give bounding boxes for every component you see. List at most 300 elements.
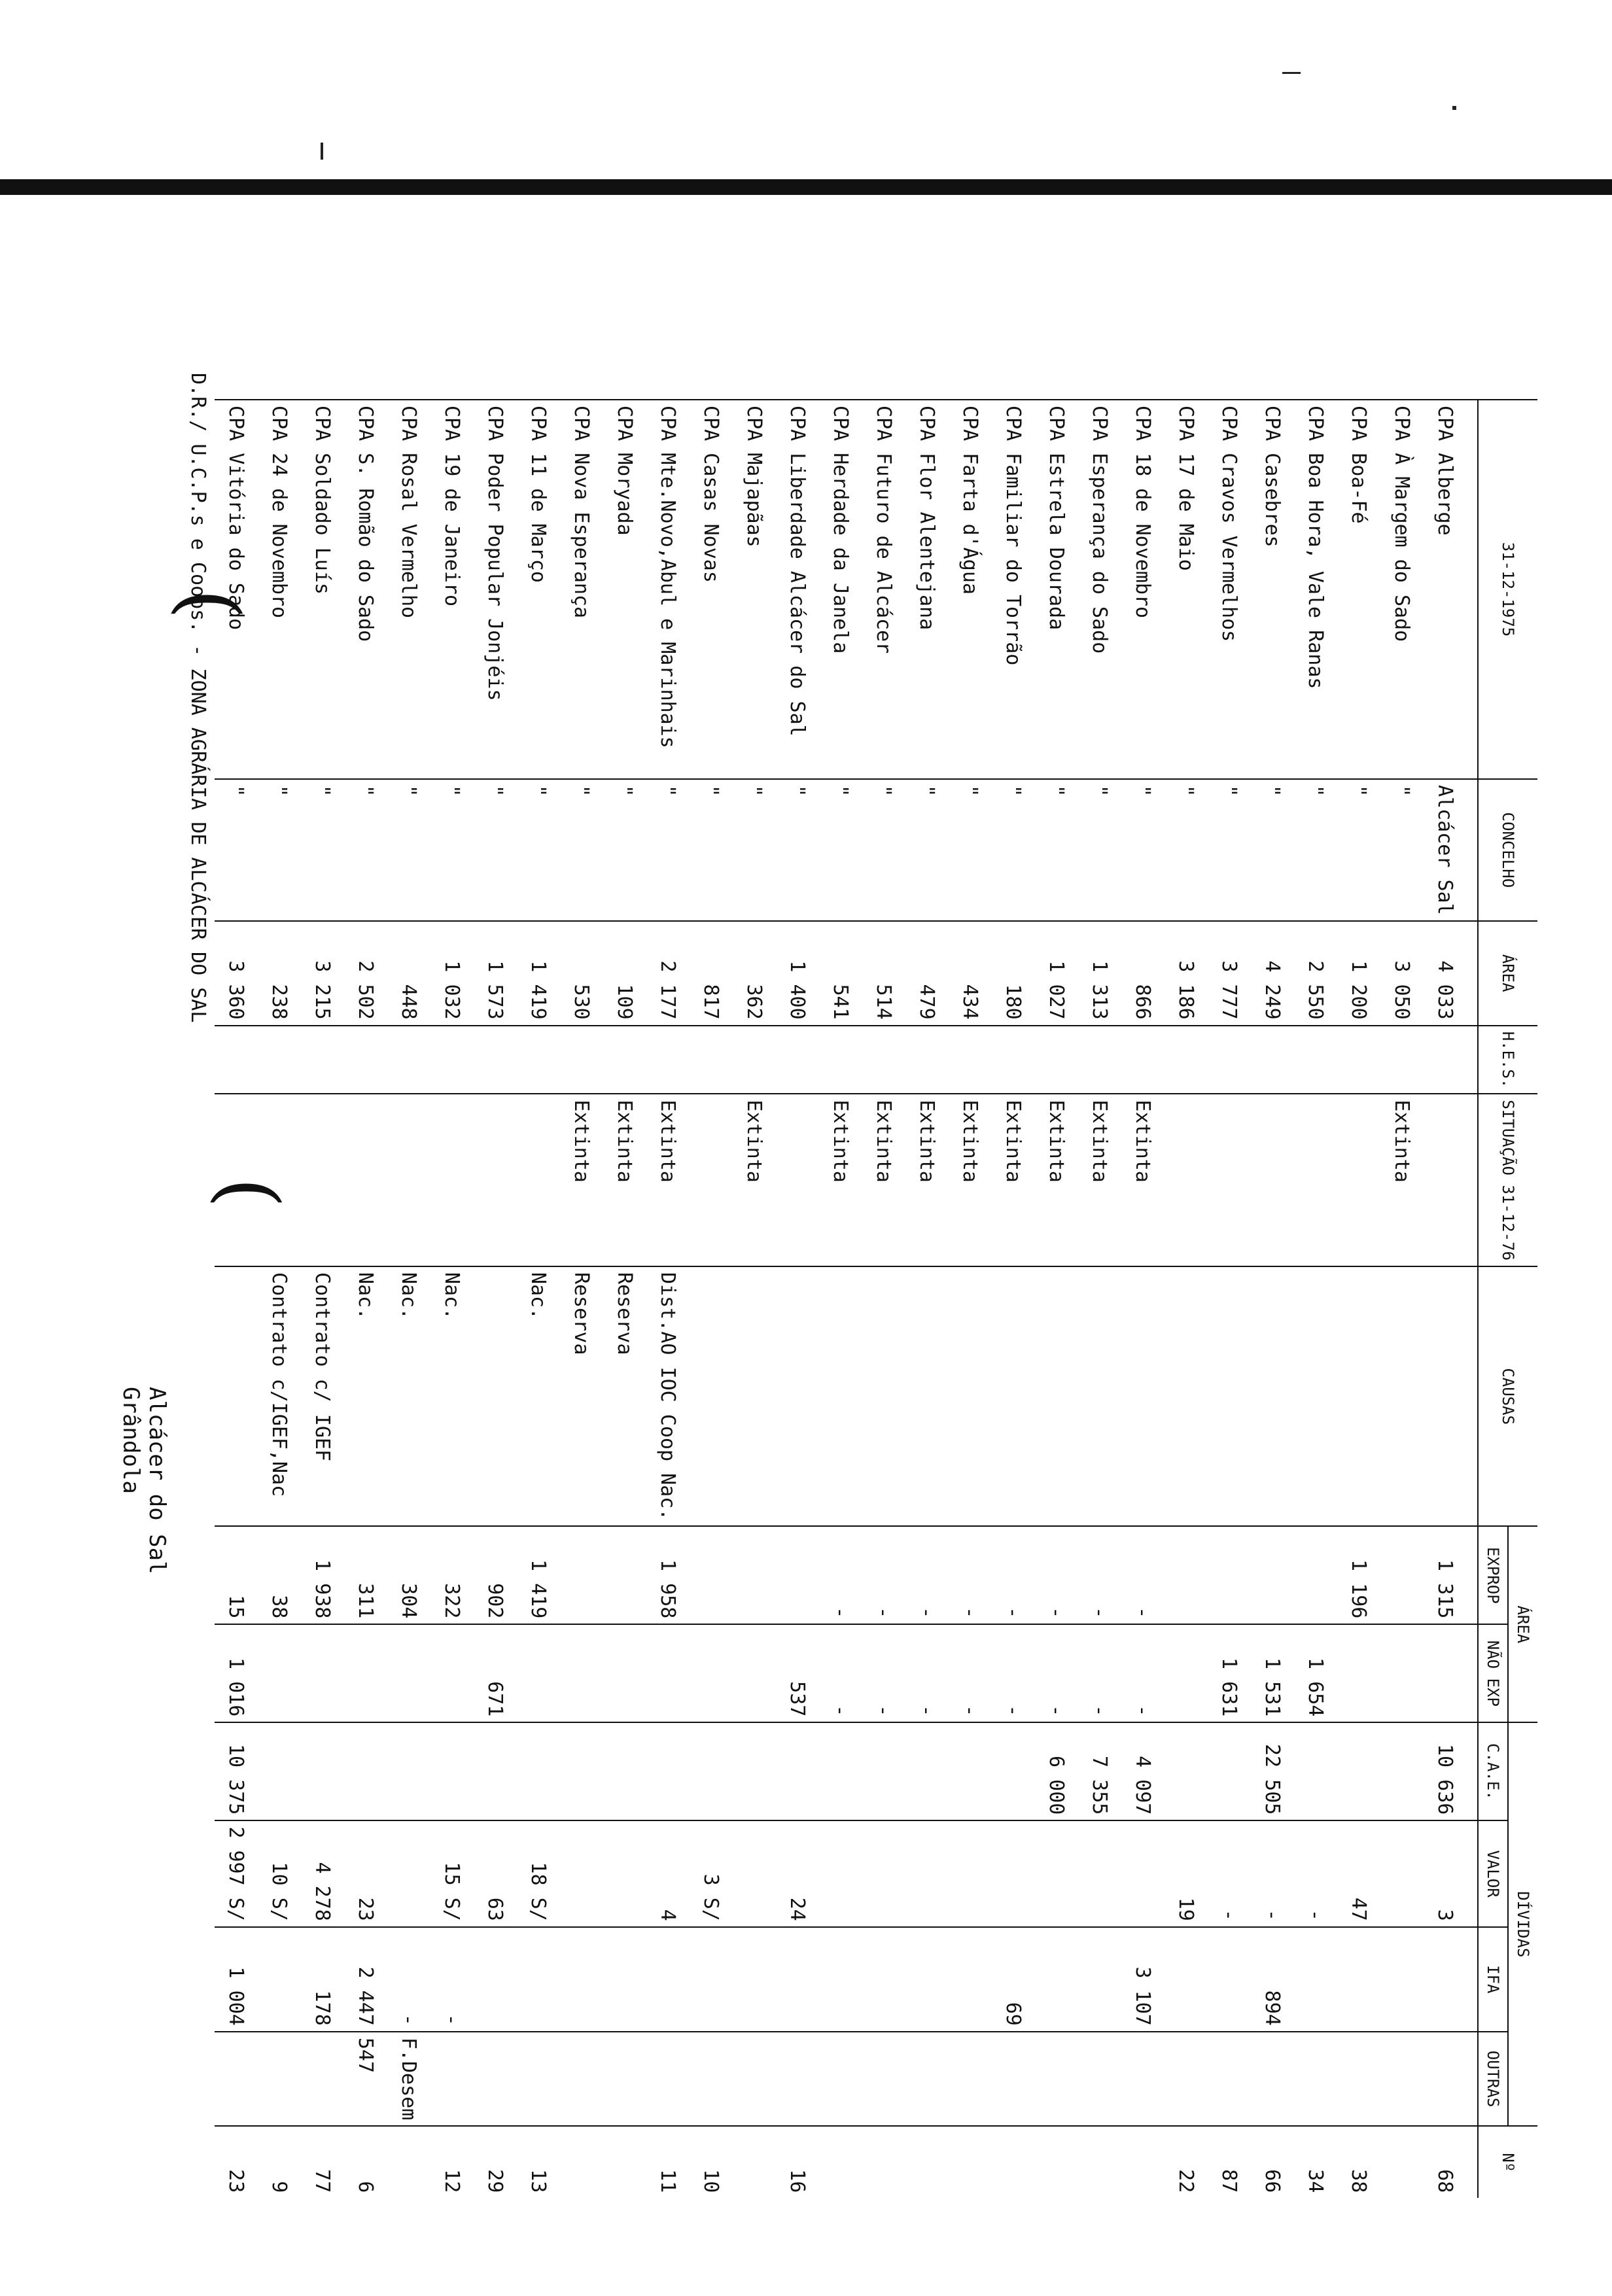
- cell-hs: [1078, 1026, 1121, 1094]
- cell-naoexp: [1424, 1624, 1478, 1722]
- cell-situacao: Extinta: [1035, 1094, 1078, 1266]
- cell-n: 29: [474, 2126, 517, 2198]
- cell-situacao: [1294, 1094, 1337, 1266]
- cell-outras: [258, 2032, 301, 2126]
- cell-cae: [905, 1722, 949, 1820]
- cell-cae: [1380, 1722, 1424, 1820]
- table-row: [819, 400, 862, 2198]
- cell-n: [387, 2126, 430, 2198]
- cell-causas: [776, 1266, 819, 1526]
- cell-valor: 15 S/: [430, 1820, 474, 1927]
- cell-area: 1 419: [517, 921, 560, 1026]
- cell-exprop: 1 958: [646, 1526, 690, 1624]
- cell-outras: [1078, 2032, 1121, 2126]
- cell-hs: [258, 1026, 301, 1094]
- cell-hs: [1380, 1026, 1424, 1094]
- cell-concelho: ": [560, 779, 603, 921]
- cell-exprop: -: [862, 1526, 905, 1624]
- col-outras-header: OUTRAS: [1478, 2032, 1508, 2126]
- cell-area: 514: [862, 921, 905, 1026]
- cell-name: CPA Boa-Fé: [1337, 400, 1380, 779]
- table-row: [992, 400, 1035, 2198]
- cell-naoexp: -: [1121, 1624, 1165, 1722]
- cell-valor: [1380, 1820, 1424, 1927]
- cell-hs: [733, 1026, 776, 1094]
- cell-hs: [430, 1026, 474, 1094]
- cell-ifa: [690, 1927, 733, 2032]
- cell-exprop: 322: [430, 1526, 474, 1624]
- cell-outras: [992, 2032, 1035, 2126]
- cell-name: CPA Boa Hora, Vale Ranas: [1294, 400, 1337, 779]
- table-row: [603, 400, 646, 2198]
- cell-causas: Nac.: [344, 1266, 387, 1526]
- cell-outras: [215, 2032, 258, 2126]
- table-row: [733, 400, 776, 2198]
- cell-exprop: 38: [258, 1526, 301, 1624]
- cell-situacao: [1251, 1094, 1294, 1266]
- cell-cae: [517, 1722, 560, 1820]
- cell-n: [992, 2126, 1035, 2198]
- cell-hs: [862, 1026, 905, 1094]
- cell-exprop: -: [1078, 1526, 1121, 1624]
- cell-naoexp: -: [1035, 1624, 1078, 1722]
- cell-concelho: ": [344, 779, 387, 921]
- cell-ifa: [474, 1927, 517, 2032]
- cell-name: CPA Casebres: [1251, 400, 1294, 779]
- cell-causas: Nac.: [430, 1266, 474, 1526]
- cell-ifa: [1380, 1927, 1424, 2032]
- cell-naoexp: [301, 1624, 344, 1722]
- cell-cae: [776, 1722, 819, 1820]
- cell-situacao: Extinta: [603, 1094, 646, 1266]
- cell-causas: Contrato c/IGEF,Nac: [258, 1266, 301, 1526]
- cell-concelho: ": [1078, 779, 1121, 921]
- cell-name: CPA 19 de Janeiro: [430, 400, 474, 779]
- data-table: [215, 399, 1537, 2198]
- cell-n: 12: [430, 2126, 474, 2198]
- cell-causas: [862, 1266, 905, 1526]
- cell-name: CPA 24 de Novembro: [258, 400, 301, 779]
- cell-situacao: [1165, 1094, 1208, 1266]
- cell-area: 530: [560, 921, 603, 1026]
- cell-outras: [646, 2032, 690, 2126]
- cell-n: 38: [1337, 2126, 1380, 2198]
- cell-causas: [905, 1266, 949, 1526]
- col-causas-header: CAUSAS: [1478, 1266, 1537, 1526]
- cell-hs: [1165, 1026, 1208, 1094]
- cell-outras: [1208, 2032, 1251, 2126]
- cell-name: CPA Cravos Vermelhos: [1208, 400, 1251, 779]
- cell-causas: [690, 1266, 733, 1526]
- cell-area: 3 186: [1165, 921, 1208, 1026]
- cell-n: [560, 2126, 603, 2198]
- cell-hs: [1337, 1026, 1380, 1094]
- ink-speck: [1452, 106, 1456, 110]
- cell-ifa: 894: [1251, 1927, 1294, 2032]
- ink-mark-logo: (: [164, 589, 255, 619]
- col-cae-header: C.A.E.: [1478, 1722, 1508, 1820]
- cell-cae: [949, 1722, 992, 1820]
- cell-n: [603, 2126, 646, 2198]
- cell-valor: 18 S/: [517, 1820, 560, 1927]
- cell-cae: [1165, 1722, 1208, 1820]
- table-row: [1165, 400, 1208, 2198]
- cell-naoexp: [517, 1624, 560, 1722]
- cell-naoexp: [646, 1624, 690, 1722]
- cell-exprop: [603, 1526, 646, 1624]
- cell-n: 87: [1208, 2126, 1251, 2198]
- cell-situacao: Extinta: [819, 1094, 862, 1266]
- cell-naoexp: [603, 1624, 646, 1722]
- cell-valor: 3: [1424, 1820, 1478, 1927]
- cell-area: 1 400: [776, 921, 819, 1026]
- table-row: [215, 400, 258, 2198]
- cell-situacao: [690, 1094, 733, 1266]
- cell-concelho: Alcácer Sal: [1424, 779, 1478, 921]
- table-row: [1078, 400, 1121, 2198]
- cell-outras: [776, 2032, 819, 2126]
- cell-causas: [1294, 1266, 1337, 1526]
- cell-ifa: [646, 1927, 690, 2032]
- cell-valor: [560, 1820, 603, 1927]
- table-row: [905, 400, 949, 2198]
- cell-n: 22: [1165, 2126, 1208, 2198]
- ink-speck: [1282, 72, 1301, 74]
- cell-hs: [905, 1026, 949, 1094]
- cell-name: CPA À Margem do Sado: [1380, 400, 1424, 779]
- cell-causas: Nac.: [517, 1266, 560, 1526]
- cell-naoexp: [387, 1624, 430, 1722]
- table-row: [776, 400, 819, 2198]
- cell-name: CPA Mte.Novo,Abul e Marinhais: [646, 400, 690, 779]
- cell-hs: [690, 1026, 733, 1094]
- cell-concelho: ": [1294, 779, 1337, 921]
- cell-valor: [819, 1820, 862, 1927]
- cell-valor: [733, 1820, 776, 1927]
- cell-n: [1078, 2126, 1121, 2198]
- cell-valor: [1078, 1820, 1121, 1927]
- cell-cae: [387, 1722, 430, 1820]
- cell-concelho: ": [1165, 779, 1208, 921]
- cell-name: CPA Poder Popular Jonjéis: [474, 400, 517, 779]
- cell-causas: [215, 1266, 258, 1526]
- cell-exprop: -: [1035, 1526, 1078, 1624]
- cell-name: CPA Alberge: [1424, 400, 1478, 779]
- table-row: [258, 400, 301, 2198]
- cell-ifa: 69: [992, 1927, 1035, 2032]
- cell-cae: 10 636: [1424, 1722, 1478, 1820]
- cell-area: 541: [819, 921, 862, 1026]
- cell-ifa: [258, 1927, 301, 2032]
- cell-name: CPA Majapãas: [733, 400, 776, 779]
- cell-area: 3 050: [1380, 921, 1424, 1026]
- cell-naoexp: 537: [776, 1624, 819, 1722]
- cell-n: 16: [776, 2126, 819, 2198]
- document-title: D.R./ U.C.P.s e Coops. - ZONA AGRÁRIA DE ALCÁCER DO SAL: [186, 373, 209, 1023]
- cell-ifa: [819, 1927, 862, 2032]
- cell-name: CPA Vitória do Sado: [215, 400, 258, 779]
- cell-situacao: [301, 1094, 344, 1266]
- cell-n: 11: [646, 2126, 690, 2198]
- cell-area: 109: [603, 921, 646, 1026]
- cell-valor: 2 997 S/: [215, 1820, 258, 1927]
- cell-ifa: 1 004: [215, 1927, 258, 2032]
- cell-area: 3 777: [1208, 921, 1251, 1026]
- cell-cae: [1294, 1722, 1337, 1820]
- cell-name: CPA Moryada: [603, 400, 646, 779]
- cell-outras: [862, 2032, 905, 2126]
- cell-exprop: [1208, 1526, 1251, 1624]
- cell-naoexp: -: [862, 1624, 905, 1722]
- cell-exprop: 15: [215, 1526, 258, 1624]
- table-row: [646, 400, 690, 2198]
- cell-ifa: [560, 1927, 603, 2032]
- cell-naoexp: [1380, 1624, 1424, 1722]
- cell-n: 68: [1424, 2126, 1478, 2198]
- cell-outras: [1121, 2032, 1165, 2126]
- cell-hs: [387, 1026, 430, 1094]
- cell-situacao: [517, 1094, 560, 1266]
- cell-cae: [646, 1722, 690, 1820]
- cell-valor: [1121, 1820, 1165, 1927]
- cell-concelho: ": [733, 779, 776, 921]
- cell-exprop: 311: [344, 1526, 387, 1624]
- cell-situacao: [344, 1094, 387, 1266]
- location-line-2: Grândola: [118, 1387, 144, 1494]
- cell-exprop: 902: [474, 1526, 517, 1624]
- cell-ifa: [1208, 1927, 1251, 2032]
- cell-name: CPA Rosal Vermelho: [387, 400, 430, 779]
- table-row: [430, 400, 474, 2198]
- cell-outras: [603, 2032, 646, 2126]
- cell-causas: [1337, 1266, 1380, 1526]
- cell-n: [819, 2126, 862, 2198]
- cell-cae: 6 000: [1035, 1722, 1078, 1820]
- cell-causas: [1424, 1266, 1478, 1526]
- cooperatives-table: [215, 399, 1537, 2198]
- cell-valor: [992, 1820, 1035, 1927]
- cell-outras: [819, 2032, 862, 2126]
- cell-situacao: Extinta: [1078, 1094, 1121, 1266]
- cell-area: 479: [905, 921, 949, 1026]
- cell-area: 1 313: [1078, 921, 1121, 1026]
- cell-hs: [603, 1026, 646, 1094]
- ink-mark-logo: (: [203, 1177, 294, 1208]
- cell-situacao: [258, 1094, 301, 1266]
- cell-area: 1 573: [474, 921, 517, 1026]
- area-group-header: ÁREA: [1508, 1526, 1537, 1722]
- cell-cae: [258, 1722, 301, 1820]
- cell-n: 34: [1294, 2126, 1337, 2198]
- cell-exprop: -: [1121, 1526, 1165, 1624]
- cell-n: [1121, 2126, 1165, 2198]
- cell-hs: [301, 1026, 344, 1094]
- cell-situacao: [776, 1094, 819, 1266]
- cell-situacao: [430, 1094, 474, 1266]
- cell-cae: 4 097: [1121, 1722, 1165, 1820]
- cell-ifa: [905, 1927, 949, 2032]
- dividas-group-header: DÍVIDAS: [1508, 1722, 1537, 2126]
- cell-n: 23: [215, 2126, 258, 2198]
- cell-situacao: Extinta: [992, 1094, 1035, 1266]
- cell-naoexp: [733, 1624, 776, 1722]
- cell-exprop: [1165, 1526, 1208, 1624]
- cell-valor: 3 S/: [690, 1820, 733, 1927]
- cell-ifa: [776, 1927, 819, 2032]
- cell-concelho: ": [819, 779, 862, 921]
- cell-outras: [1251, 2032, 1294, 2126]
- cell-area: 434: [949, 921, 992, 1026]
- cell-naoexp: [258, 1624, 301, 1722]
- cell-cae: [992, 1722, 1035, 1820]
- cell-name: CPA Estrela Dourada: [1035, 400, 1078, 779]
- cell-causas: [1165, 1266, 1208, 1526]
- cell-exprop: 1 419: [517, 1526, 560, 1624]
- cell-name: CPA 18 de Novembro: [1121, 400, 1165, 779]
- cell-outras: F.Desem: [387, 2032, 430, 2126]
- cell-exprop: [690, 1526, 733, 1624]
- cell-hs: [215, 1026, 258, 1094]
- cell-causas: [819, 1266, 862, 1526]
- cell-ifa: [733, 1927, 776, 2032]
- cell-causas: Nac.: [387, 1266, 430, 1526]
- cell-cae: [1337, 1722, 1380, 1820]
- cell-causas: [1380, 1266, 1424, 1526]
- table-row: [387, 400, 430, 2198]
- col-valor-header: VALOR: [1478, 1820, 1508, 1927]
- table-row: [474, 400, 517, 2198]
- cell-causas: [992, 1266, 1035, 1526]
- cell-hs: [992, 1026, 1035, 1094]
- cell-naoexp: 1 654: [1294, 1624, 1337, 1722]
- cell-name: CPA 17 de Maio: [1165, 400, 1208, 779]
- cell-ifa: 3 107: [1121, 1927, 1165, 2032]
- cell-area: 4 033: [1424, 921, 1478, 1026]
- cell-name: CPA 11 de Março: [517, 400, 560, 779]
- cell-cae: [733, 1722, 776, 1820]
- cell-concelho: ": [517, 779, 560, 921]
- cell-ifa: [1165, 1927, 1208, 2032]
- cell-hs: [560, 1026, 603, 1094]
- cell-exprop: -: [992, 1526, 1035, 1624]
- cell-name: CPA Esperança do Sado: [1078, 400, 1121, 779]
- cell-name: CPA Herdade da Janela: [819, 400, 862, 779]
- cell-hs: [344, 1026, 387, 1094]
- cell-exprop: -: [819, 1526, 862, 1624]
- cell-situacao: [1424, 1094, 1478, 1266]
- cell-name: CPA Soldado Luís: [301, 400, 344, 779]
- cell-outras: [733, 2032, 776, 2126]
- cell-concelho: ": [387, 779, 430, 921]
- cell-ifa: 2 447: [344, 1927, 387, 2032]
- cell-naoexp: -: [905, 1624, 949, 1722]
- cell-causas: [949, 1266, 992, 1526]
- cell-n: [949, 2126, 992, 2198]
- cell-valor: [603, 1820, 646, 1927]
- cell-ifa: -: [430, 1927, 474, 2032]
- cell-area: 362: [733, 921, 776, 1026]
- cell-n: 9: [258, 2126, 301, 2198]
- cell-ifa: [1035, 1927, 1078, 2032]
- cell-concelho: ": [301, 779, 344, 921]
- cell-exprop: [560, 1526, 603, 1624]
- cell-valor: [905, 1820, 949, 1927]
- cell-valor: -: [1251, 1820, 1294, 1927]
- cell-hs: [517, 1026, 560, 1094]
- cell-cae: [430, 1722, 474, 1820]
- cell-valor: [387, 1820, 430, 1927]
- table-body: [215, 400, 1478, 2198]
- cell-outras: [560, 2032, 603, 2126]
- cell-valor: 19: [1165, 1820, 1208, 1927]
- cell-outras: [474, 2032, 517, 2126]
- location-line-1: Alcácer do Sal: [144, 1387, 170, 1574]
- cell-valor: 4 278: [301, 1820, 344, 1927]
- cell-cae: [819, 1722, 862, 1820]
- cell-n: 6: [344, 2126, 387, 2198]
- cell-hs: [776, 1026, 819, 1094]
- cell-n: [1380, 2126, 1424, 2198]
- cell-hs: [1208, 1026, 1251, 1094]
- cell-valor: -: [1208, 1820, 1251, 1927]
- table-row: [1424, 400, 1478, 2198]
- cell-ifa: 178: [301, 1927, 344, 2032]
- cell-area: 180: [992, 921, 1035, 1026]
- table-row: [517, 400, 560, 2198]
- cell-name: CPA Casas Novas: [690, 400, 733, 779]
- cell-naoexp: [560, 1624, 603, 1722]
- cell-name: CPA Liberdade Alcácer do Sal: [776, 400, 819, 779]
- cell-situacao: [1208, 1094, 1251, 1266]
- cell-concelho: ": [690, 779, 733, 921]
- cell-ifa: [862, 1927, 905, 2032]
- cell-exprop: 1 938: [301, 1526, 344, 1624]
- cell-naoexp: [344, 1624, 387, 1722]
- col-concelho-header: CONCELHO: [1478, 779, 1537, 921]
- cell-hs: [819, 1026, 862, 1094]
- cell-naoexp: -: [819, 1624, 862, 1722]
- cell-concelho: ": [646, 779, 690, 921]
- cell-concelho: ": [1121, 779, 1165, 921]
- cell-concelho: ": [258, 779, 301, 921]
- table-row: [301, 400, 344, 2198]
- top-black-bar: [0, 179, 1612, 195]
- table-row: [1208, 400, 1251, 2198]
- cell-concelho: ": [992, 779, 1035, 921]
- cell-name: CPA Futuro de Alcácer: [862, 400, 905, 779]
- cell-situacao: Extinta: [1121, 1094, 1165, 1266]
- cell-n: [733, 2126, 776, 2198]
- cell-area: 448: [387, 921, 430, 1026]
- cell-outras: [1165, 2032, 1208, 2126]
- table-row: [1251, 400, 1294, 2198]
- cell-hs: [1294, 1026, 1337, 1094]
- cell-valor: [1035, 1820, 1078, 1927]
- cell-area: 1 027: [1035, 921, 1078, 1026]
- cell-causas: [1251, 1266, 1294, 1526]
- cell-name: CPA Familiar do Torrão: [992, 400, 1035, 779]
- cell-causas: Dist.AO IOC Coop Nac.: [646, 1266, 690, 1526]
- cell-hs: [474, 1026, 517, 1094]
- cell-naoexp: [690, 1624, 733, 1722]
- table-row: [690, 400, 733, 2198]
- cell-situacao: Extinta: [646, 1094, 690, 1266]
- col-hs-header: H.E.S.: [1478, 1026, 1537, 1094]
- cell-concelho: ": [603, 779, 646, 921]
- cell-naoexp: -: [992, 1624, 1035, 1722]
- table-row: [1380, 400, 1424, 2198]
- cell-ifa: [603, 1927, 646, 2032]
